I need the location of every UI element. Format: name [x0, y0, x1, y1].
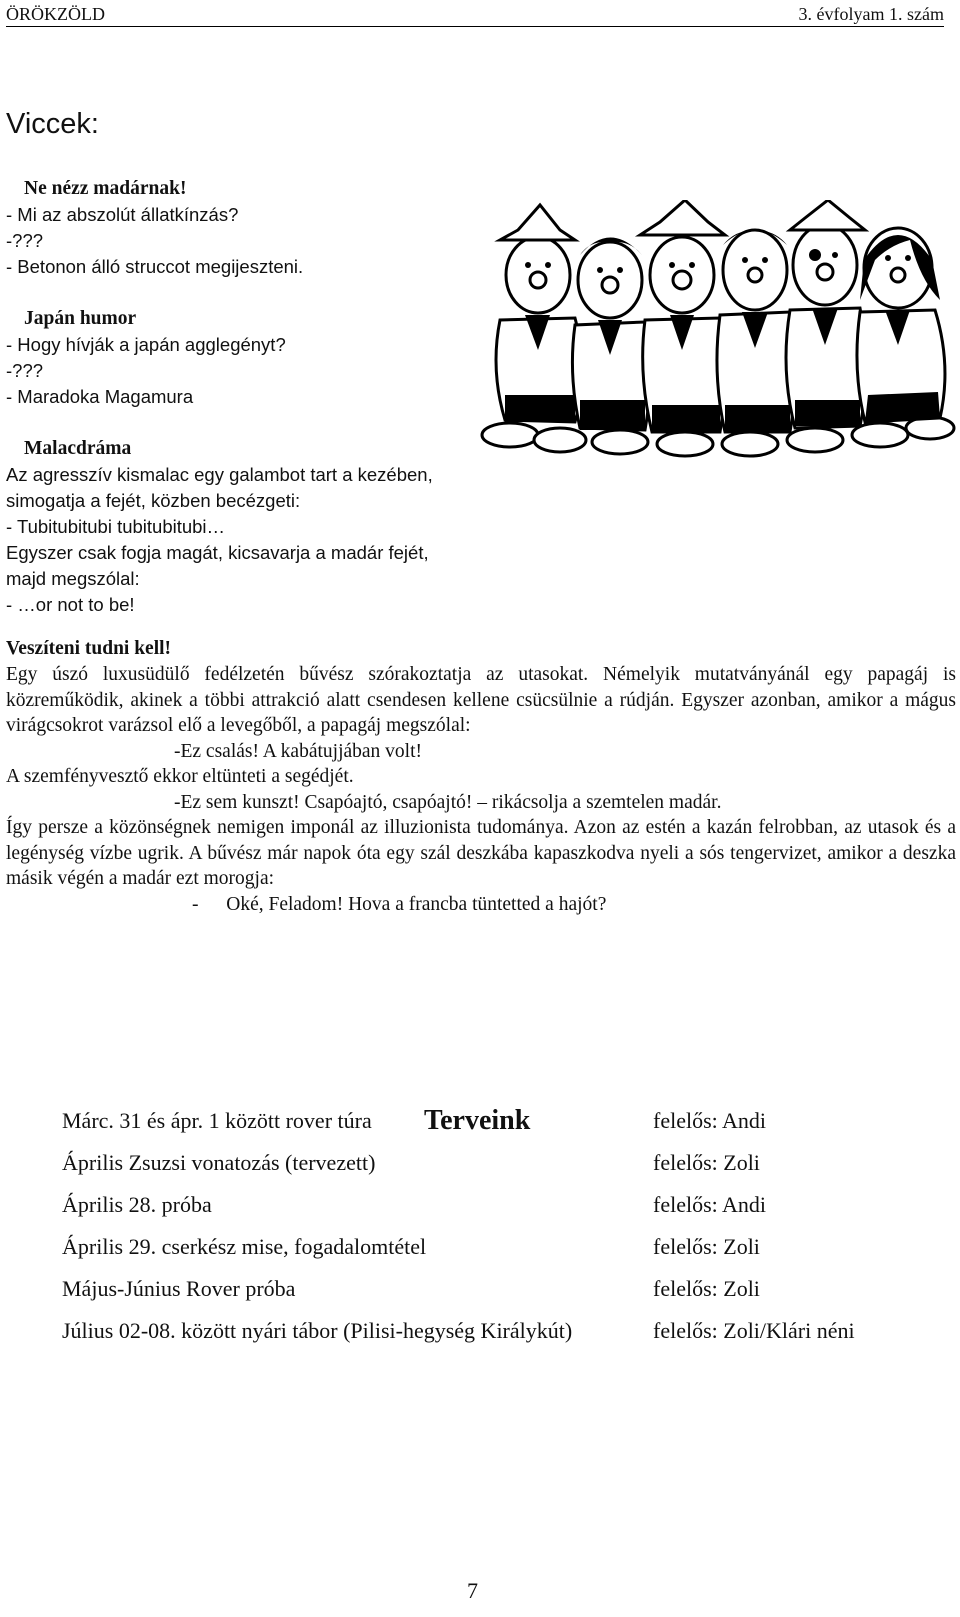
- plan-event: Márc. 31 és ápr. 1 között rover túra: [62, 1108, 372, 1133]
- joke-line: Az agresszív kismalac egy galambot tart a kezében,: [6, 464, 433, 485]
- joke-title: Veszíteni tudni kell!: [6, 638, 172, 659]
- joke-line: - Mi az abszolút állatkínzás?: [6, 204, 239, 225]
- page-header: [6, 4, 944, 27]
- joke-line: simogatja a fejét, közben becézgeti:: [6, 490, 301, 511]
- joke-title: Japán humor: [24, 308, 137, 329]
- joke-quote: -Ez csalás! A kabátujjában volt!: [174, 740, 422, 762]
- joke-quote: Oké, Feladom! Hova a francba tüntetted a hajót?: [226, 893, 607, 915]
- joke-paragraph: A szemfényvesztő ekkor eltünteti a segédjét.: [6, 766, 354, 787]
- section-title: Viccek:: [6, 108, 99, 140]
- plan-responsible: felelős: Zoli: [653, 1276, 760, 1301]
- joke-paragraph: Egy úszó luxusüdülő fedélzetén bűvész szórakoztatja az utasokat. Némelyik mutatványánál egy papagáj is közreműködik, akinek a többi attrakció alatt csendesen kellene csücsülnie a rúdján. Egyszer azonban, amikor a mágus virágcsokrot varázsol elő a levegőből, a papagáj megszólal:: [6, 664, 956, 736]
- joke-quote: -Ez sem kunszt! Csapóajtó, csapóajtó! – rikácsolja a szemtelen madár.: [174, 791, 722, 813]
- plan-responsible: felelős: Andi: [653, 1108, 767, 1133]
- joke-paragraph: Így persze a közönségnek nemigen imponál az illuzionista tudománya. Azon az estén a kazán felrobban, az utasok és a legénység vízbe ugrik. A bűvész már napok óta egy szál deszkába kapaszkodva nyeli a sós tengervizet, amikor a deszka másik végén a madár ezt morogja:: [6, 817, 956, 889]
- joke-title: Malacdráma: [24, 438, 132, 459]
- plan-event: Április Zsuzsi vonatozás (tervezett): [62, 1150, 376, 1175]
- plan-responsible: felelős: Andi: [653, 1192, 767, 1217]
- plan-responsible: felelős: Zoli: [653, 1150, 760, 1175]
- plan-responsible: felelős: Zoli/Klári néni: [653, 1318, 855, 1343]
- joke-line: - Maradoka Magamura: [6, 386, 194, 407]
- plan-event: Július 02-08. között nyári tábor (Pilisi-hegység Királykút): [62, 1318, 573, 1343]
- joke-line: - Tubitubitubi tubitubitubi…: [6, 516, 226, 537]
- plan-event: Április 28. próba: [62, 1192, 212, 1217]
- plan-event: Április 29. cserkész mise, fogadalomtétel: [62, 1234, 427, 1259]
- plans-title: Terveink: [424, 1105, 531, 1136]
- plan-event: Május-Június Rover próba: [62, 1276, 296, 1301]
- page-number: 7: [467, 1578, 478, 1603]
- joke-line: -???: [6, 230, 44, 251]
- joke-final-line: [6, 892, 956, 918]
- joke-story: [6, 662, 956, 917]
- dash: -: [192, 893, 199, 915]
- joke-line: - Hogy hívják a japán agglegényt?: [6, 334, 286, 355]
- scouts-illustration: [480, 200, 958, 470]
- plan-responsible: felelős: Zoli: [653, 1234, 760, 1259]
- joke-line: - Betonon álló struccot megijeszteni.: [6, 256, 304, 277]
- header-issue: 3. évfolyam 1. szám: [798, 4, 944, 24]
- joke-line: -???: [6, 360, 44, 381]
- joke-line: - …or not to be!: [6, 594, 135, 615]
- joke-line: majd megszólal:: [6, 568, 140, 589]
- joke-title: Ne nézz madárnak!: [24, 178, 187, 199]
- joke-line: Egyszer csak fogja magát, kicsavarja a madár fejét,: [6, 542, 429, 563]
- header-publication: ÖRÖKZÖLD: [6, 4, 105, 24]
